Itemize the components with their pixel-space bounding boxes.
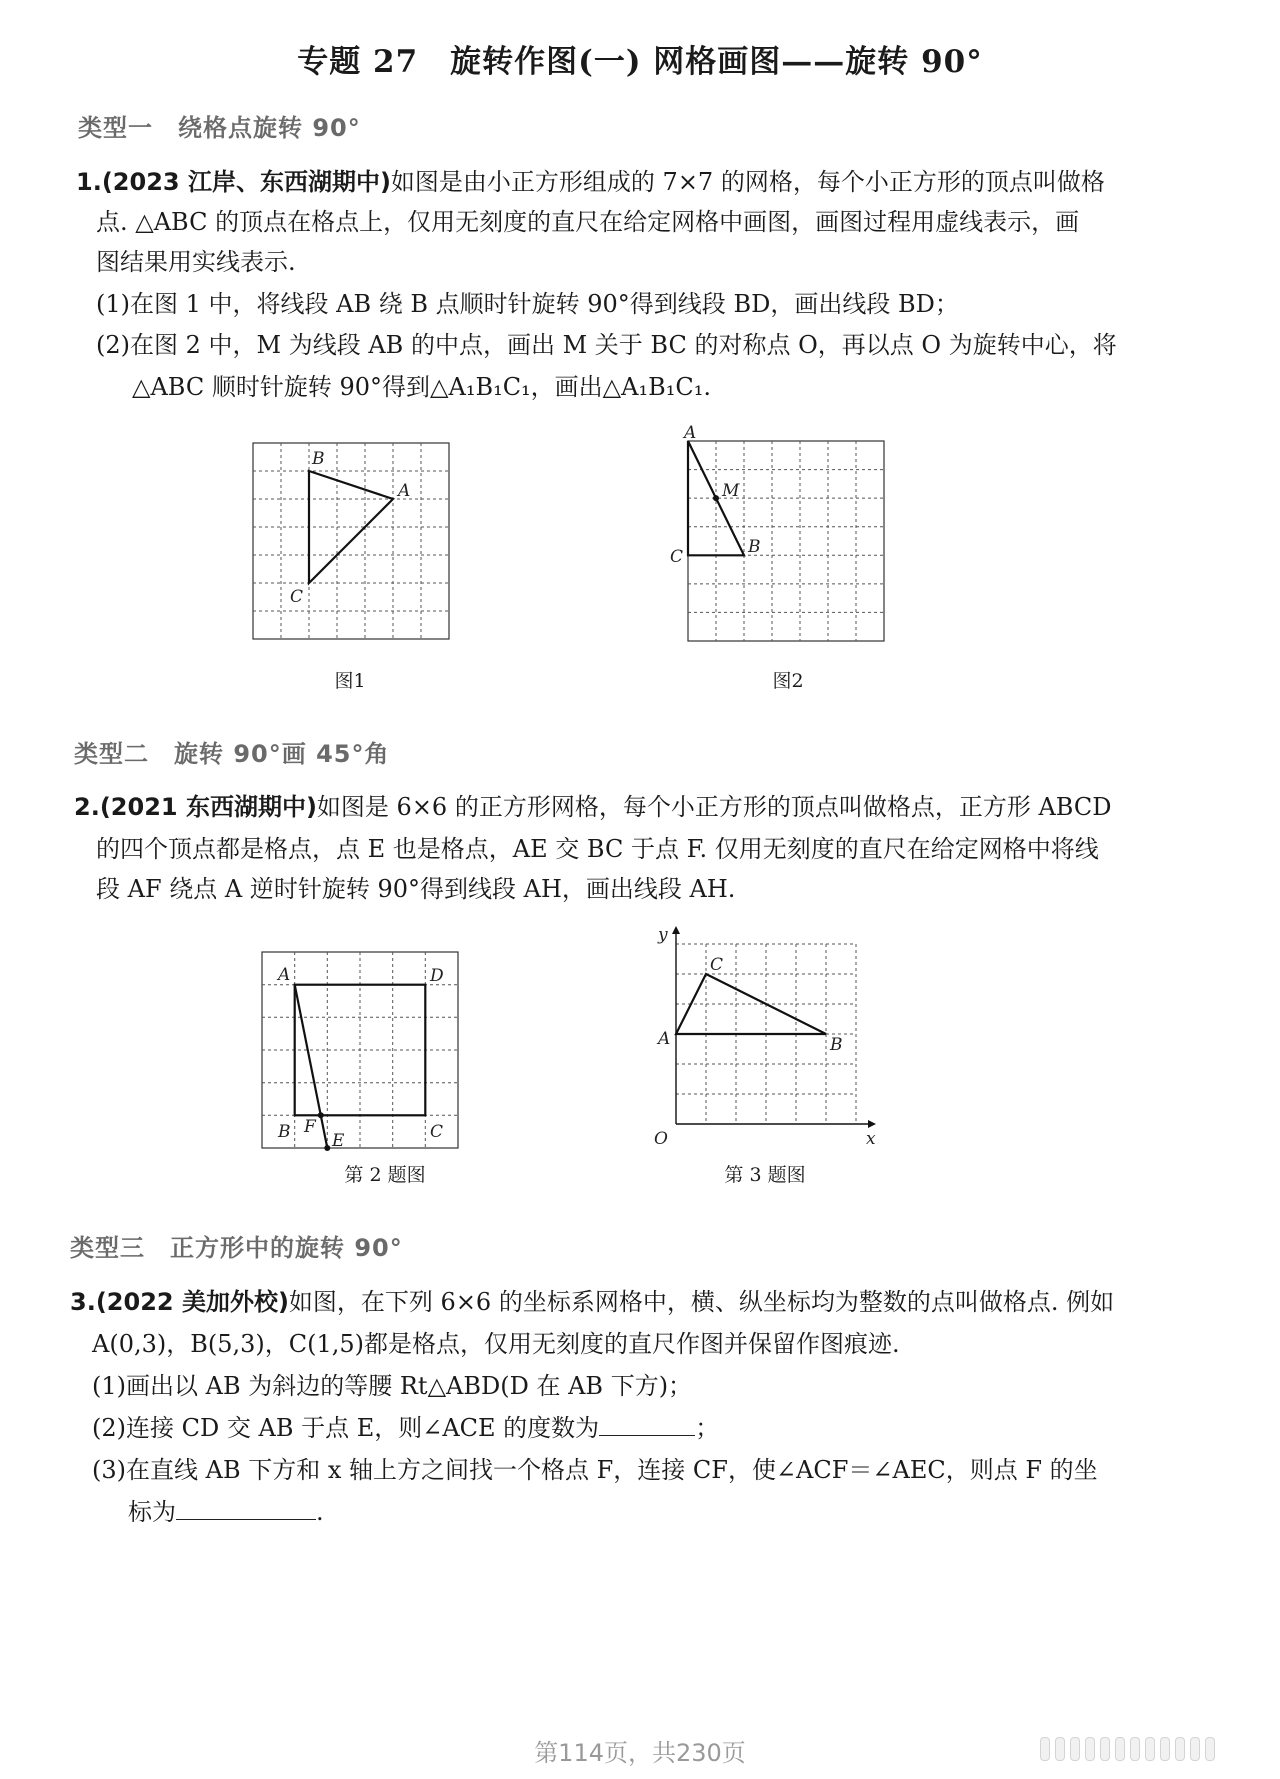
figure-1-grid	[240, 430, 480, 660]
label-c: C	[290, 587, 304, 607]
q3-line2: A(0,3)，B(5,3)，C(1,5)都是格点，仅用无刻度的直尺作图并保留作图痕迹.	[92, 1330, 900, 1358]
q3-sub3a: (3)在直线 AB 下方和 x 轴上方之间找一个格点 F，连接 CF，使∠ACF＝∠AEC，则点 F 的坐	[92, 1456, 1098, 1484]
page-indicator: 第114页，共230页	[534, 1739, 746, 1767]
page-scroll-indicator[interactable]	[1040, 1737, 1240, 1763]
label-b-q2: B	[278, 1122, 291, 1142]
label-b-fig2: B	[748, 537, 761, 557]
label-c-fig2: C	[670, 547, 684, 567]
x-axis-arrow-icon	[868, 1120, 876, 1128]
point-f	[318, 1112, 324, 1118]
figure-2-caption: 图2	[772, 670, 804, 692]
label-y: y	[658, 925, 668, 945]
label-a-q2: A	[278, 965, 291, 985]
q3-sub2	[92, 1411, 719, 1445]
q3-sub3b	[128, 1495, 324, 1529]
label-c-q3: C	[710, 955, 724, 975]
q2-line2: 的四个顶点都是格点，点 E 也是格点，AE 交 BC 于点 F. 仅用无刻度的直尺在给定网格中将线	[96, 835, 1099, 863]
section-heading-1: 类型一 绕格点旋转 90°	[78, 114, 361, 142]
q3-sub2-end: ；	[695, 1414, 720, 1442]
q1-line2: 点. △ABC 的顶点在格点上，仅用无刻度的直尺在给定网格中画图，画图过程用虚线表示，画	[96, 208, 1080, 236]
figure-1-caption: 图1	[334, 670, 366, 692]
q3-sub2-text: (2)连接 CD 交 AB 于点 E，则∠ACE 的度数为	[92, 1414, 600, 1442]
question-3-figure-caption: 第 3 题图	[724, 1164, 806, 1186]
q1-text1: 如图是由小正方形组成的 7×7 的网格，每个小正方形的顶点叫做格	[390, 168, 1105, 196]
q2-number: 2.	[74, 793, 100, 821]
q2-line3: 段 AF 绕点 A 逆时针旋转 90°得到线段 AH，画出线段 AH.	[96, 875, 736, 903]
y-axis-arrow-icon	[672, 926, 680, 934]
q1-source: (2023 江岸、东西湖期中)	[101, 168, 391, 196]
label-m: M	[722, 481, 740, 501]
label-x: x	[866, 1129, 876, 1149]
q1-line3: 图结果用实线表示.	[96, 248, 296, 276]
q1-number: 1.	[76, 168, 102, 196]
label-a-q3: A	[658, 1029, 671, 1049]
q2-line1	[74, 790, 1111, 824]
page-title: 专题 27 旋转作图(一) 网格画图——旋转 90°	[297, 44, 983, 80]
q3-sub1: (1)画出以 AB 为斜边的等腰 Rt△ABD(D 在 AB 下方)；	[92, 1372, 693, 1400]
point-m	[713, 495, 719, 501]
question-3-figure	[640, 920, 890, 1160]
label-c-q2: C	[430, 1122, 444, 1142]
answer-blank-angle[interactable]	[599, 1413, 695, 1436]
section-heading-3: 类型三 正方形中的旋转 90°	[70, 1234, 403, 1262]
question-2-figure	[250, 940, 470, 1160]
label-d-q2: D	[430, 966, 444, 986]
point-e	[324, 1145, 330, 1151]
figure-2-grid	[668, 420, 908, 660]
label-f-q2: F	[304, 1117, 316, 1137]
answer-blank-coordinate[interactable]	[176, 1497, 316, 1520]
q1-sub2b: △ABC 顺时针旋转 90°得到△A₁B₁C₁，画出△A₁B₁C₁.	[132, 373, 711, 401]
q2-source: (2021 东西湖期中)	[99, 793, 317, 821]
section-heading-2: 类型二 旋转 90°画 45°角	[74, 740, 390, 768]
label-e-q2: E	[332, 1131, 345, 1151]
label-b-q3: B	[830, 1035, 843, 1055]
q3-text1: 如图，在下列 6×6 的坐标系网格中，横、纵坐标均为整数的点叫做格点. 例如	[288, 1288, 1115, 1316]
label-a: A	[398, 481, 411, 501]
q3-sub3b-text: 标为	[128, 1498, 176, 1526]
label-o: O	[654, 1129, 668, 1149]
q1-line1	[76, 165, 1105, 199]
label-a-fig2: A	[684, 423, 697, 443]
label-b: B	[312, 449, 325, 469]
q1-sub2a: (2)在图 2 中，M 为线段 AB 的中点，画出 M 关于 BC 的对称点 O，再以点 O 为旋转中心，将	[96, 331, 1117, 359]
q1-sub1: (1)在图 1 中，将线段 AB 绕 B 点顺时针旋转 90°得到线段 BD，画出线段 BD；	[96, 290, 959, 318]
q3-sub3-end: .	[316, 1498, 324, 1526]
question-2-figure-caption: 第 2 题图	[344, 1164, 426, 1186]
q3-line1	[70, 1285, 1114, 1319]
q2-text1: 如图是 6×6 的正方形网格，每个小正方形的顶点叫做格点，正方形 ABCD	[316, 793, 1112, 821]
q3-source: (2022 美加外校)	[95, 1288, 289, 1316]
q3-number: 3.	[70, 1288, 96, 1316]
